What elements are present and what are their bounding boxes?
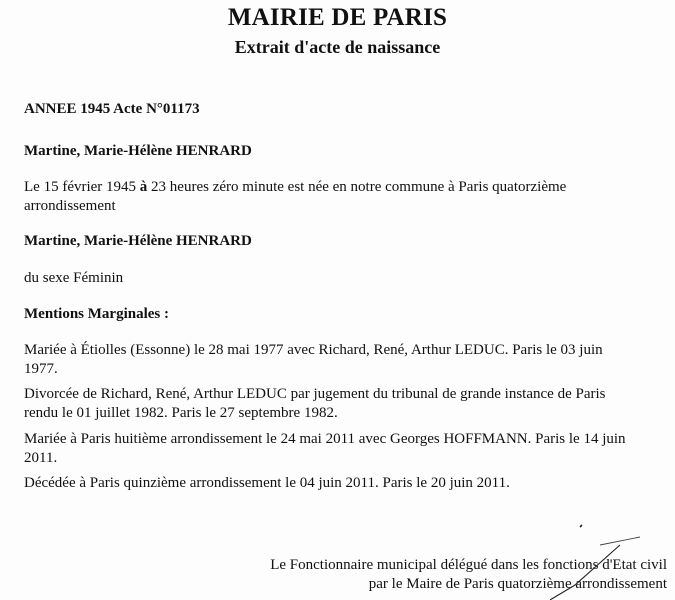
mention-1-line2: 1977. [24,361,58,377]
birth-statement-rest: 23 heures zéro minute est née en notre commune à Paris quatorzième [147,179,567,195]
person-name-repeat: Martine, Marie-Hélène HENRARD [24,233,252,249]
signature-stroke-marks [520,515,675,600]
mention-3-line2: 2011. [24,450,58,466]
mention-4-line1: Décédée à Paris quinzième arrondissement le 04 juin 2011. Paris le 20 juin 2011. [24,475,510,491]
signature-stroke [550,545,620,600]
birth-statement-line2: arrondissement [24,198,116,214]
signature-line1: Le Fonctionnaire municipal délégué dans les fonctions d'Etat civil [270,557,667,573]
birth-statement-prefix: Le 15 février 1945 [24,179,140,195]
mention-2-line1: Divorcée de Richard, René, Arthur LEDUC par jugement du tribunal de grande instance de Paris [24,386,606,402]
document-title: MAIRIE DE PARIS [227,4,448,31]
birth-statement-bold-word: à [139,179,148,195]
mention-1-line1: Mariée à Étiolles (Essonne) le 28 mai 1977 avec Richard, René, Arthur LEDUC. Paris le 03 juin [24,342,603,358]
birth-statement-line1 [24,178,566,197]
signature-line2: par le Maire de Paris quatorzième arrondissement [368,576,667,592]
mention-2-line2: rendu le 01 juillet 1982. Paris le 27 septembre 1982. [24,405,338,421]
act-year-number: ANNEE 1945 Acte N°01173 [24,101,200,117]
marginal-mentions-heading: Mentions Marginales : [24,306,169,322]
signature-stroke-2 [600,537,640,545]
person-name-heading: Martine, Marie-Hélène HENRARD [24,143,252,159]
document-subtitle: Extrait d'acte de naissance [234,37,441,57]
mention-3-line1: Mariée à Paris huitième arrondissement le 24 mai 2011 avec Georges HOFFMANN. Paris le 14 juin [24,431,626,447]
sex-statement: du sexe Féminin [24,270,124,286]
ink-dot [580,525,582,527]
